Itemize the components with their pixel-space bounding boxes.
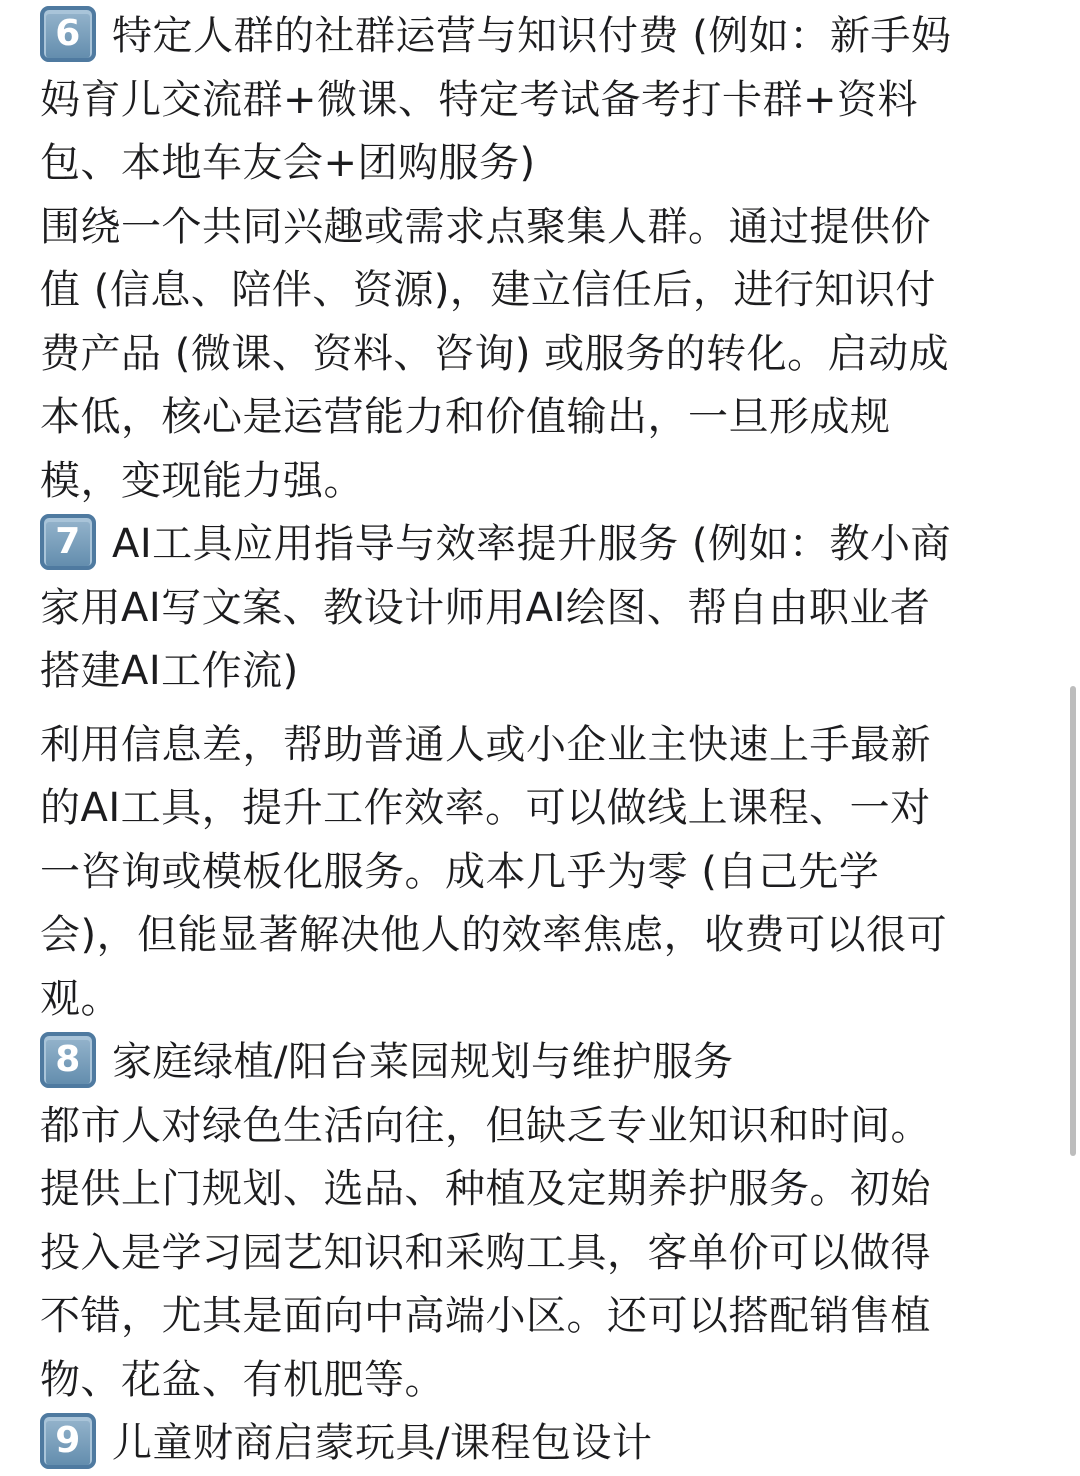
list-section-9 (40, 1412, 1030, 1466)
section-8-line-2: 都市人对绿色生活向往，但缺乏专业知识和时间。 (40, 1102, 931, 1149)
section-6-line-4: 围绕一个共同兴趣或需求点聚集人群。通过提供价 (40, 203, 931, 250)
list-section-8 (40, 1031, 1030, 1412)
section-7-line-8: 观。 (40, 975, 121, 1022)
section-6-line-8: 模，变现能力强。 (40, 457, 364, 504)
list-section-7 (40, 513, 1030, 1031)
article-body (40, 0, 1030, 1466)
keycap-eight-icon: 8 (40, 1032, 96, 1088)
section-6-line-5: 值 (信息、陪伴、资源)，建立信任后，进行知识付 (40, 267, 936, 313)
section-7-heading-line-1 (40, 513, 1030, 577)
section-6-line-6: 费产品 (微课、资料、咨询) 或服务的转化。启动成 (40, 330, 950, 377)
section-8-line-4: 投入是学习园艺知识和采购工具，客单价可以做得 (40, 1229, 931, 1276)
keycap-six-icon: 6 (40, 6, 96, 62)
section-7-line-2: 家用AI写文案、教设计师用AI绘图、帮自由职业者 (40, 584, 931, 631)
section-6-line-7: 本低，核心是运营能力和价值输出，一旦形成规 (40, 394, 891, 440)
section-7-line-3: 搭建AI工作流) (40, 648, 299, 694)
section-7-line-5: 的AI工具，提升工作效率。可以做线上课程、一对 (40, 785, 931, 831)
section-7-line-7: 会)，但能显著解决他人的效率焦虑，收费可以很可 (40, 912, 948, 958)
vertical-scrollbar[interactable] (1070, 686, 1076, 1156)
section-7-line-4: 利用信息差，帮助普通人或小企业主快速上手最新 (40, 721, 931, 768)
section-8-line-5: 不错，尤其是面向中高端小区。还可以搭配销售植 (40, 1293, 931, 1339)
section-6-line-3: 包、本地车友会+团购服务) (40, 140, 536, 186)
section-7-heading-text: AI工具应用指导与效率提升服务 (例如：教小商 (112, 521, 951, 567)
keycap-nine-icon: 9 (40, 1413, 96, 1469)
section-7-line-6: 一咨询或模板化服务。成本几乎为零 (自己先学 (40, 848, 880, 895)
section-6-heading-text: 特定人群的社群运营与知识付费 (例如：新手妈 (112, 13, 952, 59)
section-8-heading-text: 家庭绿植/阳台菜园规划与维护服务 (112, 1039, 734, 1085)
section-9-heading-line-1 (40, 1412, 1030, 1476)
list-section-6 (40, 5, 1030, 513)
section-8-heading-line-1 (40, 1031, 1030, 1095)
section-9-heading-text: 儿童财商启蒙玩具/课程包设计 (112, 1420, 653, 1466)
section-8-line-3: 提供上门规划、选品、种植及定期养护服务。初始 (40, 1166, 931, 1212)
section-6-heading-line-1 (40, 5, 1030, 69)
section-8-line-6: 物、花盆、有机肥等。 (40, 1356, 445, 1403)
section-6-line-2: 妈育儿交流群+微课、特定考试备考打卡群+资料 (40, 76, 919, 123)
keycap-seven-icon: 7 (40, 514, 96, 570)
